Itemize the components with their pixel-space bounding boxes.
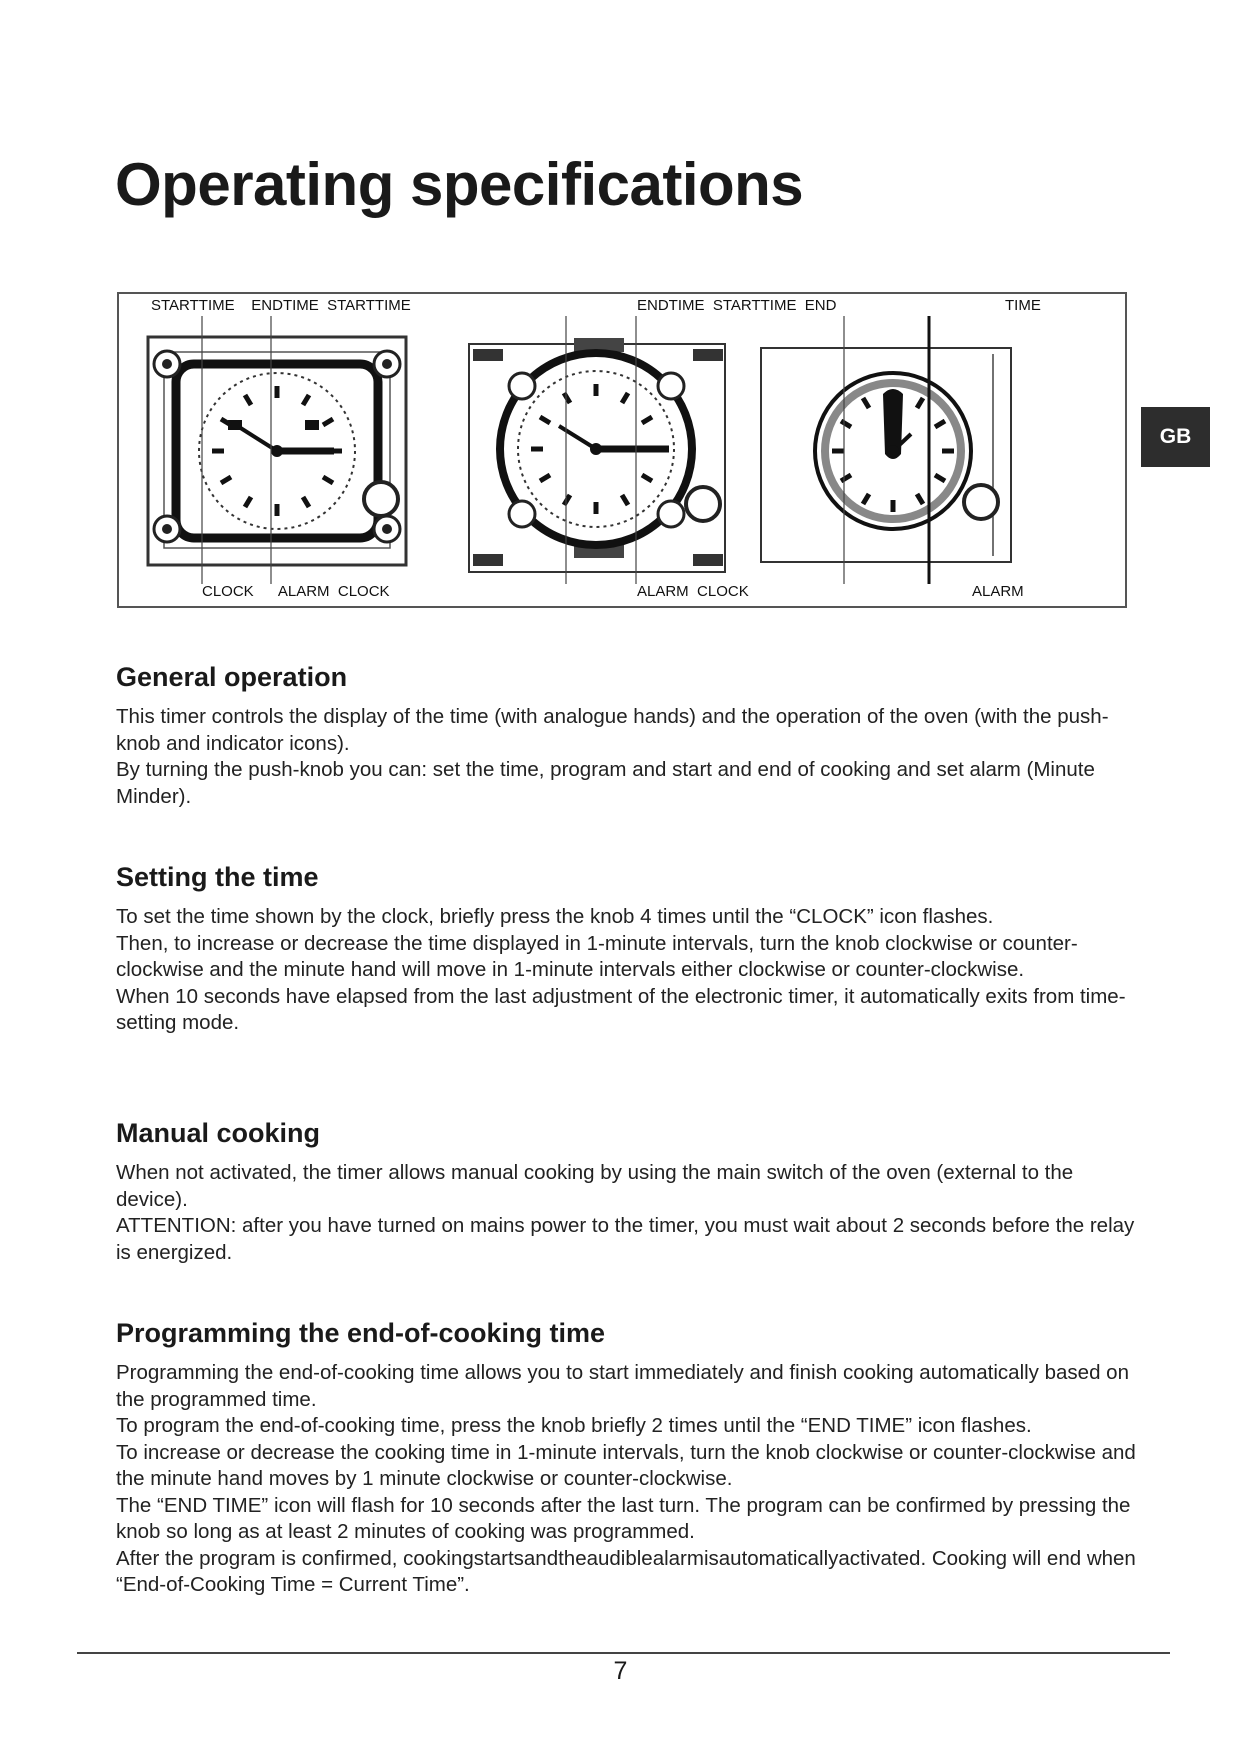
paragraph: The “END TIME” icon will flash for 10 seconds after the last turn. The program can be confirmed by pressing the knob so long as at least 2 minutes of cooking was programmed.	[116, 1493, 1131, 1543]
paragraph: By turning the push-knob you can: set the time, program and start and end of cooking and set alarm (Minute Minder).	[116, 758, 1095, 808]
figure-bottom-label-2: ALARM CLOCK	[637, 583, 749, 600]
section-heading-general-operation: General operation	[116, 662, 348, 692]
paragraph: To set the time shown by the clock, briefly press the knob 4 times until the “CLOCK” icon flashes.	[116, 905, 994, 928]
section-body-programming-end-of-cooking	[116, 1360, 1146, 1599]
section-heading-programming-end-of-cooking: Programming the end-of-cooking time	[116, 1318, 606, 1348]
paragraph: To increase or decrease the cooking time in 1-minute intervals, turn the knob clockwise or counter-clockwise and the minute hand moves by 1 minute clockwise or counter-clockwise.	[116, 1440, 1136, 1490]
paragraph: To program the end-of-cooking time, press the knob briefly 2 times until the “END TIME” icon flashes.	[116, 1414, 1032, 1437]
paragraph: After the program is confirmed, cookingstartsandtheaudiblealarmisautomaticallyactivated. Cooking will end when “End-of-Cooking Time = Current Time”.	[116, 1546, 1136, 1596]
timer-illustration-2	[469, 316, 725, 584]
timer-diagram	[119, 294, 1125, 606]
figure-top-label-3: TIME	[1005, 297, 1041, 314]
language-tab: GB	[1141, 407, 1210, 467]
paragraph: When not activated, the timer allows manual cooking by using the main switch of the oven (external to the device).	[116, 1161, 1074, 1211]
section-heading-manual-cooking: Manual cooking	[116, 1118, 321, 1148]
timer-illustration-1	[148, 316, 406, 584]
page-title: Operating specifications	[115, 151, 804, 218]
figure-bottom-label-3: ALARM	[972, 583, 1024, 600]
figure-top-label-1: STARTTIME ENDTIME STARTTIME	[151, 297, 411, 314]
timer-illustration-3	[761, 316, 1011, 584]
paragraph: This timer controls the display of the time (with analogue hands) and the operation of the oven (with the push-knob and indicator icons).	[116, 705, 1109, 755]
section-body-general-operation	[116, 704, 1146, 810]
section-body-setting-the-time	[116, 904, 1146, 1037]
paragraph: When 10 seconds have elapsed from the last adjustment of the electronic timer, it automatically exits from time-setting mode.	[116, 984, 1126, 1034]
figure-top-label-2: ENDTIME STARTTIME END	[637, 297, 837, 314]
section-heading-setting-the-time: Setting the time	[116, 862, 319, 892]
footer-divider	[77, 1652, 1170, 1654]
timer-diagram-figure	[117, 292, 1127, 608]
paragraph: Then, to increase or decrease the time displayed in 1-minute intervals, turn the knob clockwise or counter-clockwise and the minute hand will move in 1-minute intervals either clockwise or counter-clockwise.	[116, 931, 1078, 981]
paragraph: Programming the end-of-cooking time allows you to start immediately and finish cooking automatically based on the programmed time.	[116, 1361, 1129, 1411]
section-body-manual-cooking	[116, 1160, 1146, 1266]
paragraph: ATTENTION: after you have turned on mains power to the timer, you must wait about 2 seconds before the relay is energized.	[116, 1214, 1135, 1264]
page-number: 7	[613, 1657, 628, 1685]
figure-bottom-label-1: CLOCK ALARM CLOCK	[202, 583, 390, 600]
